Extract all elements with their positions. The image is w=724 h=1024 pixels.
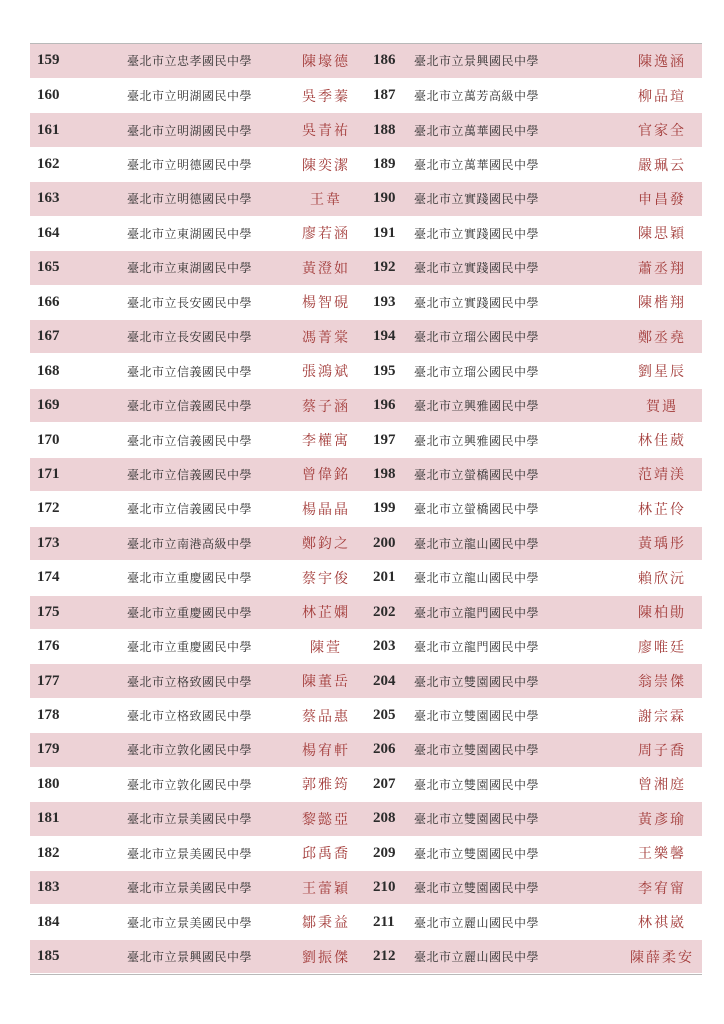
entry-number: 167: [30, 320, 78, 354]
entry-number: 187: [366, 78, 414, 112]
table-row: [30, 836, 702, 870]
student-name: 黃彥瑜: [622, 802, 702, 836]
student-name: 王樂馨: [622, 836, 702, 870]
student-name: 林芷嫻: [286, 595, 366, 629]
student-name: 陳萱: [286, 629, 366, 663]
school-name: 臺北市立萬芳高級中學: [414, 78, 622, 112]
entry-number: 207: [366, 767, 414, 801]
student-name: 吳青祐: [286, 113, 366, 147]
table-row: [30, 354, 702, 388]
school-name: 臺北市立重慶國民中學: [78, 561, 286, 595]
table-row: [30, 595, 702, 629]
roster-table-body: [30, 44, 702, 974]
entry-number: 193: [366, 285, 414, 319]
entry-number: 204: [366, 664, 414, 698]
entry-number: 169: [30, 388, 78, 422]
school-name: 臺北市立萬華國民中學: [414, 147, 622, 181]
entry-number: 194: [366, 320, 414, 354]
entry-number: 181: [30, 802, 78, 836]
entry-number: 190: [366, 182, 414, 216]
table-row: [30, 44, 702, 78]
student-name: 邱禹喬: [286, 836, 366, 870]
entry-number: 179: [30, 733, 78, 767]
entry-number: 186: [366, 44, 414, 78]
table-row: [30, 388, 702, 422]
school-name: 臺北市立南港高級中學: [78, 526, 286, 560]
table-row: [30, 629, 702, 663]
student-name: 李權寓: [286, 423, 366, 457]
student-name: 蔡子涵: [286, 388, 366, 422]
student-name: 陳董岳: [286, 664, 366, 698]
table-row: [30, 561, 702, 595]
school-name: 臺北市立實踐國民中學: [414, 285, 622, 319]
school-name: 臺北市立興雅國民中學: [414, 388, 622, 422]
student-name: 陳奕潔: [286, 147, 366, 181]
school-name: 臺北市立信義國民中學: [78, 388, 286, 422]
entry-number: 198: [366, 457, 414, 491]
table-row: [30, 320, 702, 354]
student-name: 黃瑀彤: [622, 526, 702, 560]
entry-number: 201: [366, 561, 414, 595]
entry-number: 202: [366, 595, 414, 629]
school-name: 臺北市立雙園國民中學: [414, 836, 622, 870]
school-name: 臺北市立麗山國民中學: [414, 905, 622, 939]
school-name: 臺北市立信義國民中學: [78, 354, 286, 388]
entry-number: 162: [30, 147, 78, 181]
student-name: 陳壕德: [286, 44, 366, 78]
school-name: 臺北市立長安國民中學: [78, 320, 286, 354]
entry-number: 206: [366, 733, 414, 767]
entry-number: 182: [30, 836, 78, 870]
student-name: 廖唯廷: [622, 629, 702, 663]
school-name: 臺北市立螢橋國民中學: [414, 457, 622, 491]
school-name: 臺北市立重慶國民中學: [78, 629, 286, 663]
student-name: 申昌發: [622, 182, 702, 216]
school-name: 臺北市立明德國民中學: [78, 182, 286, 216]
school-name: 臺北市立東湖國民中學: [78, 216, 286, 250]
table-row: [30, 733, 702, 767]
entry-number: 178: [30, 698, 78, 732]
entry-number: 205: [366, 698, 414, 732]
table-row: [30, 526, 702, 560]
school-name: 臺北市立實踐國民中學: [414, 251, 622, 285]
student-name: 陳柏勛: [622, 595, 702, 629]
student-name: 陳薛柔安: [622, 939, 702, 973]
school-name: 臺北市立景興國民中學: [78, 939, 286, 973]
school-name: 臺北市立格致國民中學: [78, 664, 286, 698]
roster-table: [30, 44, 702, 974]
entry-number: 203: [366, 629, 414, 663]
entry-number: 209: [366, 836, 414, 870]
school-name: 臺北市立信義國民中學: [78, 457, 286, 491]
student-name: 王韋: [286, 182, 366, 216]
entry-number: 164: [30, 216, 78, 250]
school-name: 臺北市立龍山國民中學: [414, 526, 622, 560]
school-name: 臺北市立景興國民中學: [414, 44, 622, 78]
school-name: 臺北市立景美國民中學: [78, 871, 286, 905]
student-name: 陳逸涵: [622, 44, 702, 78]
student-name: 陳楷翔: [622, 285, 702, 319]
school-name: 臺北市立景美國民中學: [78, 836, 286, 870]
entry-number: 185: [30, 939, 78, 973]
table-row: [30, 767, 702, 801]
school-name: 臺北市立雙園國民中學: [414, 767, 622, 801]
school-name: 臺北市立雙園國民中學: [414, 871, 622, 905]
entry-number: 197: [366, 423, 414, 457]
school-name: 臺北市立東湖國民中學: [78, 251, 286, 285]
school-name: 臺北市立龍門國民中學: [414, 595, 622, 629]
entry-number: 171: [30, 457, 78, 491]
entry-number: 183: [30, 871, 78, 905]
student-name: 張鴻斌: [286, 354, 366, 388]
school-name: 臺北市立瑠公國民中學: [414, 354, 622, 388]
entry-number: 160: [30, 78, 78, 112]
table-row: [30, 492, 702, 526]
student-name: 郭雅筠: [286, 767, 366, 801]
table-row: [30, 113, 702, 147]
student-name: 林祺崴: [622, 905, 702, 939]
student-name: 嚴珮云: [622, 147, 702, 181]
student-name: 范靖渼: [622, 457, 702, 491]
entry-number: 189: [366, 147, 414, 181]
school-name: 臺北市立實踐國民中學: [414, 182, 622, 216]
school-name: 臺北市立螢橋國民中學: [414, 492, 622, 526]
school-name: 臺北市立雙園國民中學: [414, 664, 622, 698]
entry-number: 188: [366, 113, 414, 147]
table-row: [30, 457, 702, 491]
student-name: 陳思穎: [622, 216, 702, 250]
school-name: 臺北市立重慶國民中學: [78, 595, 286, 629]
entry-number: 196: [366, 388, 414, 422]
table-row: [30, 182, 702, 216]
entry-number: 161: [30, 113, 78, 147]
student-name: 鄭鈞之: [286, 526, 366, 560]
table-row: [30, 802, 702, 836]
entry-number: 184: [30, 905, 78, 939]
entry-number: 173: [30, 526, 78, 560]
school-name: 臺北市立實踐國民中學: [414, 216, 622, 250]
school-name: 臺北市立信義國民中學: [78, 492, 286, 526]
entry-number: 168: [30, 354, 78, 388]
school-name: 臺北市立景美國民中學: [78, 802, 286, 836]
table-row: [30, 285, 702, 319]
student-name: 賀遇: [622, 388, 702, 422]
school-name: 臺北市立雙園國民中學: [414, 802, 622, 836]
entry-number: 195: [366, 354, 414, 388]
entry-number: 191: [366, 216, 414, 250]
school-name: 臺北市立興雅國民中學: [414, 423, 622, 457]
entry-number: 174: [30, 561, 78, 595]
student-name: 黎懿亞: [286, 802, 366, 836]
student-name: 馮菁棠: [286, 320, 366, 354]
school-name: 臺北市立明湖國民中學: [78, 113, 286, 147]
school-name: 臺北市立龍門國民中學: [414, 629, 622, 663]
student-name: 曾湘庭: [622, 767, 702, 801]
school-name: 臺北市立明湖國民中學: [78, 78, 286, 112]
student-name: 林佳葳: [622, 423, 702, 457]
school-name: 臺北市立敦化國民中學: [78, 733, 286, 767]
student-name: 謝宗霖: [622, 698, 702, 732]
student-name: 李宥甯: [622, 871, 702, 905]
entry-number: 210: [366, 871, 414, 905]
school-name: 臺北市立麗山國民中學: [414, 939, 622, 973]
student-name: 廖若涵: [286, 216, 366, 250]
student-name: 官家全: [622, 113, 702, 147]
school-name: 臺北市立忠孝國民中學: [78, 44, 286, 78]
school-name: 臺北市立景美國民中學: [78, 905, 286, 939]
table-row: [30, 147, 702, 181]
entry-number: 211: [366, 905, 414, 939]
student-name: 楊智硯: [286, 285, 366, 319]
student-name: 林芷伶: [622, 492, 702, 526]
table-row: [30, 423, 702, 457]
student-name: 賴欣沅: [622, 561, 702, 595]
student-name: 楊晶晶: [286, 492, 366, 526]
table-row: [30, 78, 702, 112]
entry-number: 199: [366, 492, 414, 526]
school-name: 臺北市立龍山國民中學: [414, 561, 622, 595]
table-row: [30, 939, 702, 973]
entry-number: 208: [366, 802, 414, 836]
entry-number: 170: [30, 423, 78, 457]
student-name: 翁崇傑: [622, 664, 702, 698]
student-name: 楊宥軒: [286, 733, 366, 767]
school-name: 臺北市立明德國民中學: [78, 147, 286, 181]
entry-number: 192: [366, 251, 414, 285]
roster-table-container: [30, 43, 702, 975]
school-name: 臺北市立信義國民中學: [78, 423, 286, 457]
entry-number: 180: [30, 767, 78, 801]
table-row: [30, 251, 702, 285]
entry-number: 212: [366, 939, 414, 973]
entry-number: 159: [30, 44, 78, 78]
table-row: [30, 664, 702, 698]
student-name: 王蕾穎: [286, 871, 366, 905]
entry-number: 175: [30, 595, 78, 629]
student-name: 柳品瑄: [622, 78, 702, 112]
school-name: 臺北市立瑠公國民中學: [414, 320, 622, 354]
student-name: 鄭丞堯: [622, 320, 702, 354]
student-name: 黃澄如: [286, 251, 366, 285]
table-row: [30, 871, 702, 905]
table-row: [30, 905, 702, 939]
school-name: 臺北市立雙園國民中學: [414, 733, 622, 767]
school-name: 臺北市立萬華國民中學: [414, 113, 622, 147]
school-name: 臺北市立敦化國民中學: [78, 767, 286, 801]
school-name: 臺北市立格致國民中學: [78, 698, 286, 732]
school-name: 臺北市立雙園國民中學: [414, 698, 622, 732]
table-row: [30, 698, 702, 732]
student-name: 周子喬: [622, 733, 702, 767]
entry-number: 166: [30, 285, 78, 319]
entry-number: 165: [30, 251, 78, 285]
student-name: 蔡宇俊: [286, 561, 366, 595]
school-name: 臺北市立長安國民中學: [78, 285, 286, 319]
student-name: 劉星辰: [622, 354, 702, 388]
entry-number: 176: [30, 629, 78, 663]
student-name: 蕭丞翔: [622, 251, 702, 285]
entry-number: 177: [30, 664, 78, 698]
table-row: [30, 216, 702, 250]
student-name: 曾偉銘: [286, 457, 366, 491]
entry-number: 200: [366, 526, 414, 560]
student-name: 吳季蓁: [286, 78, 366, 112]
student-name: 劉振傑: [286, 939, 366, 973]
entry-number: 172: [30, 492, 78, 526]
student-name: 蔡品惠: [286, 698, 366, 732]
student-name: 鄒秉益: [286, 905, 366, 939]
entry-number: 163: [30, 182, 78, 216]
